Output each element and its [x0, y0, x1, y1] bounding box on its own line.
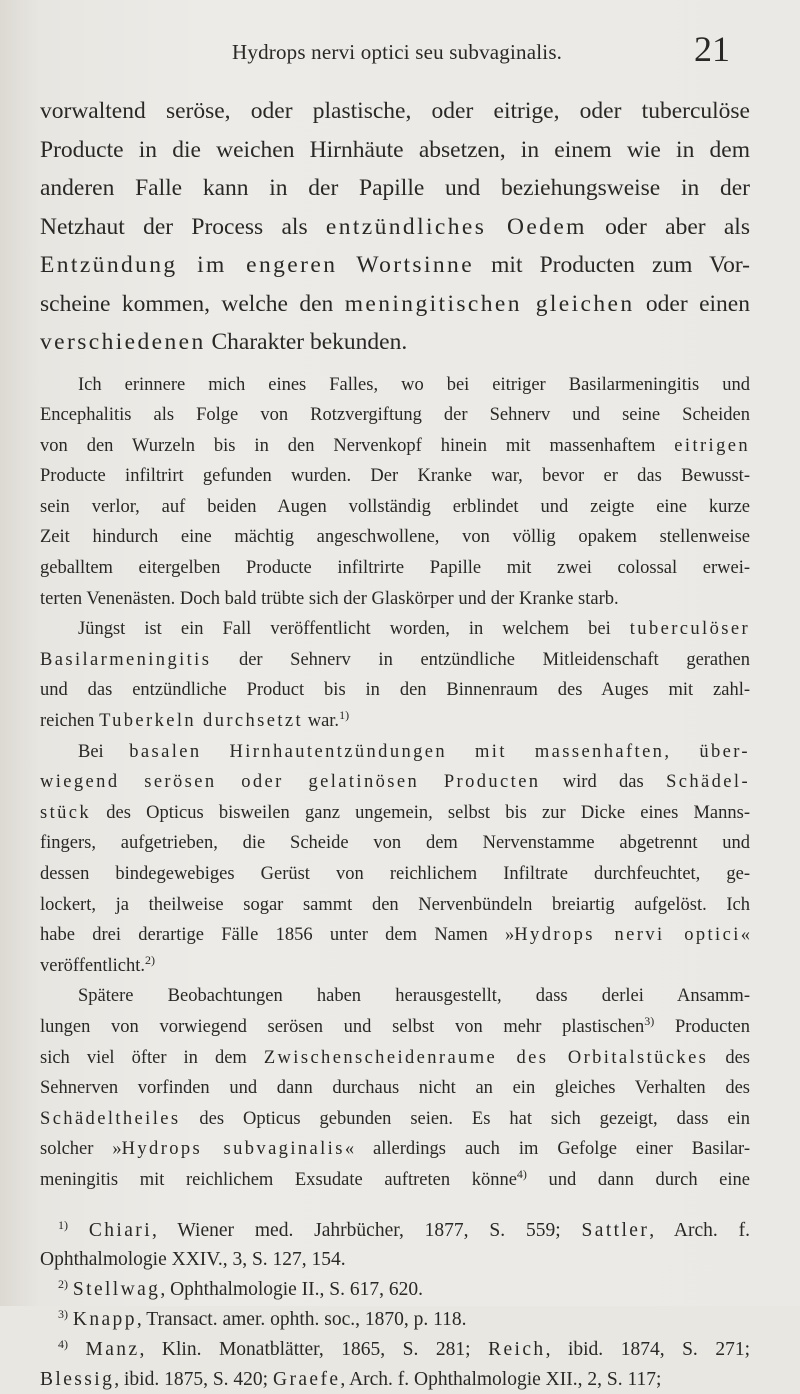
spaced-term: Schädel- [666, 772, 751, 793]
spaced-term: wiegend serösen oder gelatinösen Producten [40, 772, 541, 793]
text-line: Schädeltheiles des Opticus gebunden seien. Es hat sich gezeigt, dass ein [40, 1108, 750, 1129]
text-line: wiegend serösen oder gelatinösen Producten wird das Schädel- [40, 772, 751, 793]
page-header [0, 22, 800, 82]
text-line: Jüngst ist ein Fall veröffentlicht worden, in welchem bei tuberculöser [78, 619, 750, 640]
text-line: dessen bindegewebiges Gerüst von reichlichem Infiltrate durchfeuchtet, ge- [40, 864, 750, 884]
text-line: Zeit hindurch eine mächtig angeschwollene, von völlig opakem stellenweise [40, 527, 750, 548]
footnote-ref: 3) [644, 1013, 655, 1028]
text-line: Entzündung im engeren Wortsinne mit Producten zum Vor- [40, 252, 750, 278]
text-line: Producte infiltrirt gefunden wurden. Der Kranke war, bevor er das Bewusst- [40, 466, 750, 487]
text-line: scheine kommen, welche den meningitischen gleichen oder einen [40, 290, 750, 317]
spaced-term: Hydrops subvaginalis [121, 1139, 345, 1160]
page-body [40, 92, 750, 1394]
spaced-term: Hydrops nervi optici [514, 925, 741, 946]
text-line: habe drei derartige Fälle 1856 unter dem Namen »Hydrops nervi optici« [40, 925, 750, 946]
footnote-ref: 1) [339, 708, 350, 723]
footnote-1-cont: Ophthalmologie XXIV., 3, S. 127, 154. [40, 1249, 346, 1271]
running-title: Hydrops nervi optici seu subvaginalis. [232, 40, 563, 64]
text-line: geballtem eitergelben Producte infiltrirte Papille mit zwei colossal erwei- [40, 558, 750, 579]
text-line: Producte in die weichen Hirnhäute absetzen, in einem wie in dem [40, 136, 750, 163]
spaced-term: entzündliches Oedem [325, 213, 587, 240]
footnote-4-cont: Blessig, ibid. 1875, S. 420; Graefe, Arch. f. Ophthalmologie XII., 2, S. 117; [40, 1368, 662, 1390]
footnote-4: $^{4)}$ Manz, Klin. Monatblätter, 1865, S. 281; Reich, ibid. 1874, S. 271; [58, 1336, 750, 1360]
main-paragraph [40, 92, 750, 362]
small-print-section [40, 370, 750, 1196]
spaced-term: verschiedenen [40, 329, 206, 355]
text-line: lockert, ja theilweise sogar sammt den Nervenbündeln breiartig aufgelöst. Ich [40, 894, 750, 915]
spaced-term: Zwischenscheidenraume des Orbitalstückes [263, 1047, 709, 1068]
text-line: von den Wurzeln bis in den Nervenkopf hinein mit massenhaftem eitrigen [40, 435, 750, 456]
text-line: meningitis mit reichlichem Exsudate auftreten könne$^{4)}$ und dann durch eine [40, 1166, 750, 1190]
spaced-term: meningitischen gleichen [344, 290, 635, 317]
page-number: 21 [694, 29, 730, 69]
text-line: Spätere Beobachtungen haben herausgestellt, dass derlei Ansamm- [78, 986, 750, 1007]
text-line: solcher »Hydrops subvaginalis« allerdings auch im Gefolge einer Basilar- [40, 1139, 750, 1160]
text-line: anderen Falle kann in der Papille und beziehungsweise in der [40, 175, 750, 201]
spaced-term: Entzündung im engeren Wortsinne [40, 252, 475, 278]
text-line: veröffentlicht.$^{2)}$ [40, 952, 155, 976]
spaced-term: Tuberkeln durchsetzt [99, 711, 304, 732]
text-line: sich viel öfter in dem Zwischenscheidenraume des Orbitalstückes des [40, 1047, 750, 1068]
footnotes [40, 1216, 750, 1394]
text-line: sein verlor, auf beiden Augen vollständig erblindet und zeigte eine kurze [40, 496, 750, 517]
text-line: und das entzündliche Product bis in den Binnenraum des Auges mit zahl- [40, 680, 750, 701]
text-line: stück des Opticus bisweilen ganz ungemein, selbst bis zur Dicke eines Manns- [40, 802, 750, 823]
text-line: reichen Tuberkeln durchsetzt war.$^{1)}$ [40, 708, 350, 732]
spaced-term: Schädeltheiles [40, 1108, 181, 1129]
text-line: verschiedenen Charakter bekunden. [40, 329, 408, 355]
footnote-ref: 2) [144, 952, 155, 967]
text-line: Basilarmeningitis der Sehnerv in entzündliche Mitleidenschaft gerathen [40, 649, 750, 670]
spaced-term: tuberculöser [629, 619, 750, 640]
text-line: Sehnerven vorfinden und dann durchaus nicht an ein gleiches Verhalten des [40, 1078, 750, 1099]
text-line: terten Venenästen. Doch bald trübte sich der Glaskörper und der Kranke starb. [40, 588, 619, 609]
footnote-3: $^{3)}$ Knapp, Transact. amer. ophth. soc., 1870, p. 118. [58, 1306, 467, 1330]
text-line: Ich erinnere mich eines Falles, wo bei eitriger Basilarmeningitis und [78, 374, 750, 395]
spaced-term: basalen Hirnhautentzündungen mit massenhaften, über- [129, 741, 750, 762]
text-line: fingers, aufgetrieben, die Scheide von dem Nervenstamme abgetrennt und [40, 833, 750, 854]
footnote-1: $^{1)}$ Chiari, Wiener med. Jahrbücher, 1877, S. 559; Sattler, Arch. f. [58, 1217, 751, 1241]
spaced-term: eitrigen [674, 435, 750, 456]
text-line: Encephalitis als Folge von Rotzvergiftung der Sehnerv und seine Scheiden [40, 405, 750, 426]
spaced-term: Basilarmeningitis [40, 649, 212, 670]
text-line: Bei basalen Hirnhautentzündungen mit massenhaften, über- [78, 741, 750, 762]
footnote-ref: 4) [516, 1166, 527, 1181]
footnote-2: $^{2)}$ Stellwag, Ophthalmologie II., S. 617, 620. [58, 1277, 424, 1301]
text-line: Netzhaut der Process als entzündliches Oedem oder aber als [40, 213, 750, 240]
text-line: vorwaltend seröse, oder plastische, oder eitrige, oder tuberculöse [40, 98, 750, 124]
spaced-term: stück [40, 802, 92, 823]
text-line: lungen von vorwiegend serösen und selbst von mehr plastischen$^{3)}$ Producten [40, 1013, 750, 1037]
